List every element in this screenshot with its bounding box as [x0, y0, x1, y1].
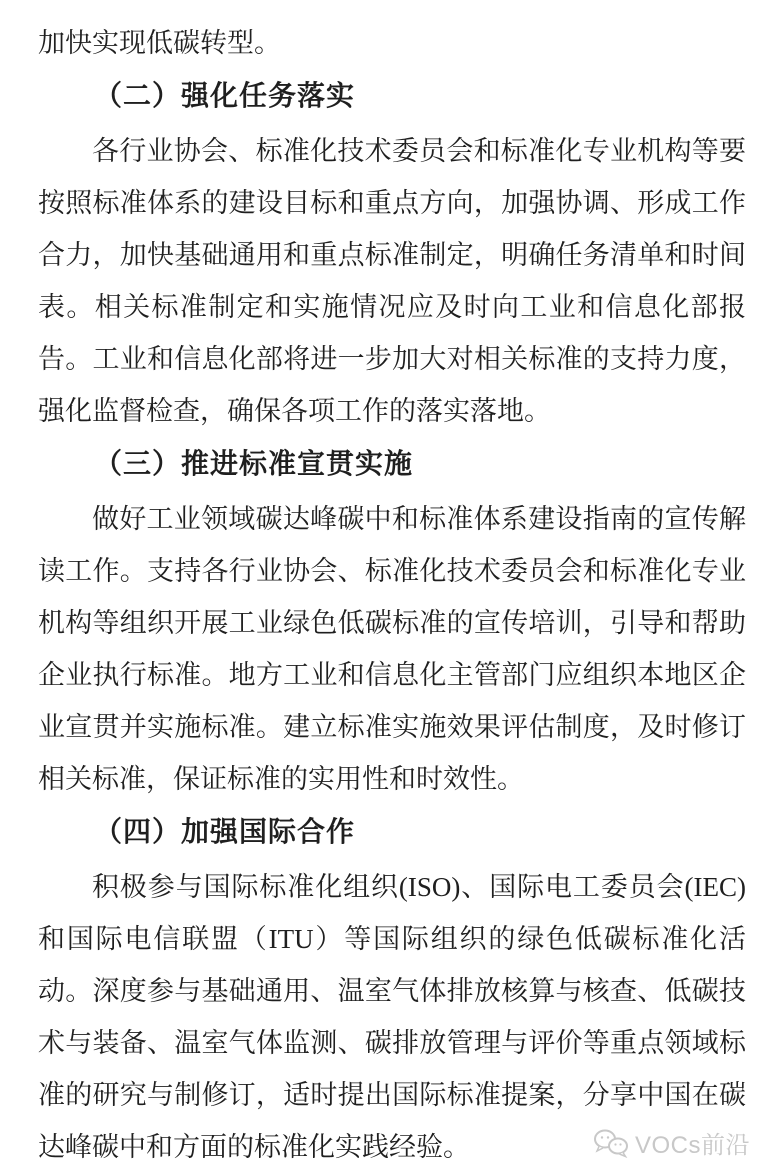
section-heading: （四）加强国际合作 [94, 817, 356, 848]
section-heading: （二）强化任务落实 [94, 81, 356, 112]
body-paragraph: 各行业协会、标准化技术委员会和标准化专业机构等要按照标准体系的建设目标和重点方向，加强协调、形成工作合力，加快基础通用和重点标准制定，明确任务清单和时间表。相关标准制定和实施情况应及时向工业和信息化部报告。工业和信息化部将进一步加大对相关标准的支持力度，强化监督检查，确保各项工作的落实落地。 [38, 136, 746, 426]
vocs-watermark [592, 1125, 750, 1160]
body-paragraph: 积极参与国际标准化组织(ISO)、国际电工委员会(IEC)和国际电信联盟（ITU）等国际组织的绿色低碳标准化活动。深度参与基础通用、温室气体排放核算与核查、低碳技术与装备、温室气体监测、碳排放管理与评价等重点领域标准的研究与制修订，适时提出国际标准提案，分享中国在碳达峰碳中和方面的标准化实践经验。 [38, 872, 746, 1162]
body-paragraph: 加快实现低碳转型。 [38, 28, 281, 58]
section-heading: （三）推进标准宣贯实施 [94, 449, 414, 480]
wechat-chat-bubbles-icon [592, 1128, 630, 1158]
body-paragraph: 做好工业领域碳达峰碳中和标准体系建设指南的宣传解读工作。支持各行业协会、标准化技术委员会和标准化专业机构等组织开展工业绿色低碳标准的宣传培训，引导和帮助企业执行标准。地方工业和信息化主管部门应组织本地区企业宣贯并实施标准。建立标准实施效果评估制度，及时修订相关标准，保证标准的实用性和时效性。 [38, 504, 746, 794]
watermark-label: VOCs前沿 [634, 1132, 750, 1159]
